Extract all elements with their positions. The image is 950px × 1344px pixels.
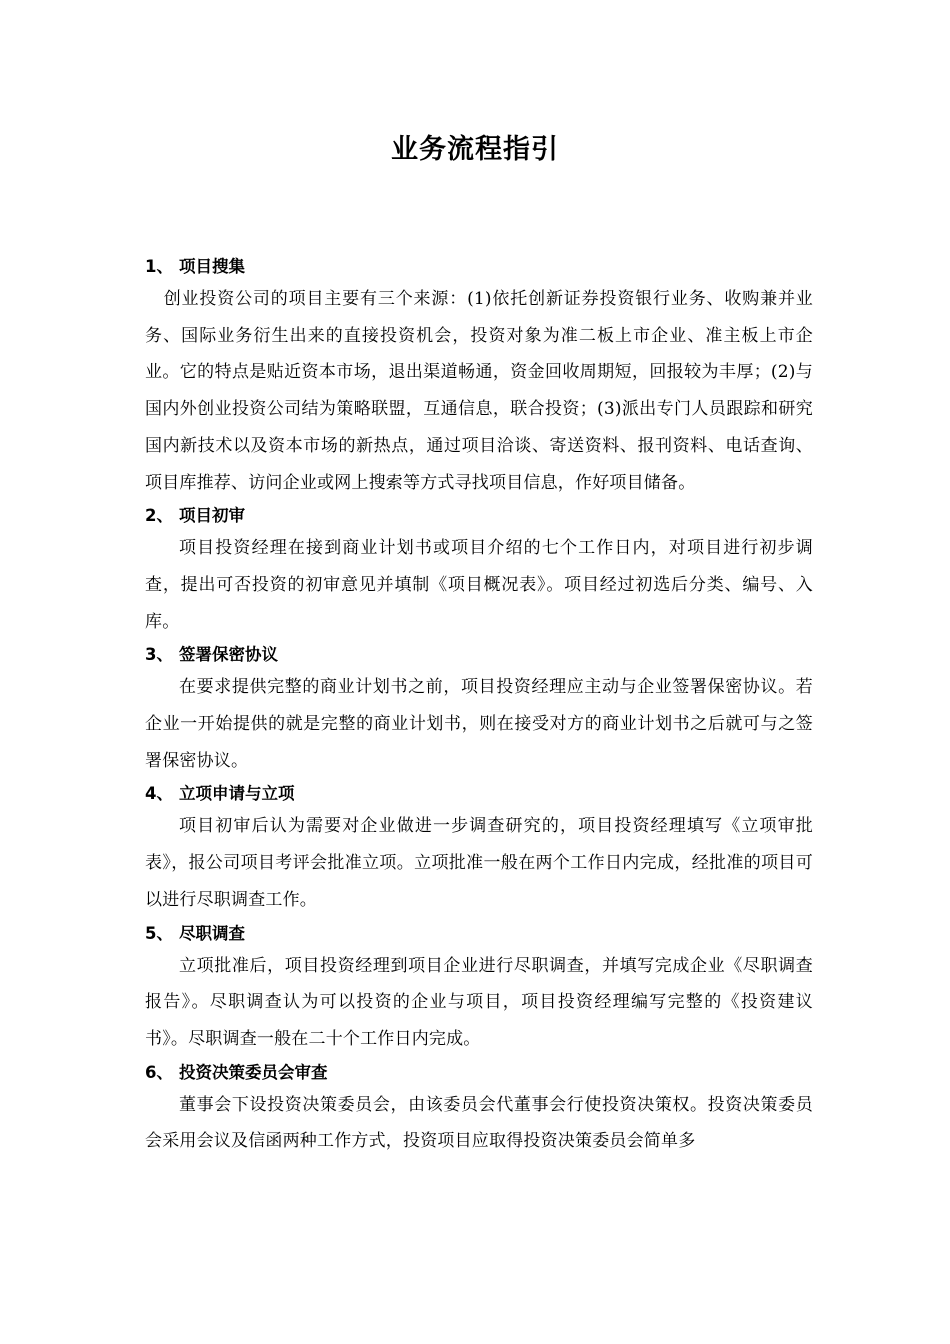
section-paragraph: 项目投资经理在接到商业计划书或项目介绍的七个工作日内，对项目进行初步调查，提出可否投资的初审意见并填制《项目概况表》。项目经过初选后分类、编号、入库。 xyxy=(145,538,813,632)
section-number: 6、 xyxy=(145,1062,173,1082)
section-confidentiality-agreement xyxy=(145,641,813,779)
section-number: 5、 xyxy=(145,923,173,943)
section-heading xyxy=(145,253,813,281)
section-number: 4、 xyxy=(145,784,173,804)
section-initial-review xyxy=(145,502,813,640)
section-paragraph: 创业投资公司的项目主要有三个来源：(1)依托创新证券投资银行业务、收购兼并业务、国际业务衍生出来的直接投资机会，投资对象为准二板上市企业、准主板上市企业。它的特点是贴近资本市场，退出渠道畅通，资金回收周期短，回报较为丰厚；(2)与国内外创业投资公司结为策略联盟，互通信息，联合投资；(3)派出专门人员跟踪和研究国内新技术以及资本市场的新热点，通过项目洽谈、寄送资料、报刊资料、电话查询、项目库推荐、访问企业或网上搜索等方式寻找项目信息，作好项目储备。 xyxy=(145,289,813,493)
section-title: 项目初审 xyxy=(179,506,245,526)
section-paragraph: 立项批准后，项目投资经理到项目企业进行尽职调查，并填写完成企业《尽职调查报告》。尽职调查认为可以投资的企业与项目，项目投资经理编写完整的《投资建议书》。尽职调查一般在二十个工作日内完成。 xyxy=(145,955,813,1049)
section-heading xyxy=(145,920,813,948)
section-title: 投资决策委员会审查 xyxy=(179,1062,328,1082)
section-number: 1、 xyxy=(145,257,173,276)
section-paragraph: 董事会下设投资决策委员会，由该委员会代董事会行使投资决策权。投资决策委员会采用会议及信函两种工作方式，投资项目应取得投资决策委员会简单多 xyxy=(145,1094,813,1152)
section-heading xyxy=(145,641,813,669)
section-project-collection xyxy=(145,253,813,501)
document-title: 业务流程指引 xyxy=(391,134,559,165)
section-title: 项目搜集 xyxy=(179,257,245,276)
section-heading xyxy=(145,780,813,808)
section-title: 立项申请与立项 xyxy=(179,784,295,804)
section-paragraph: 在要求提供完整的商业计划书之前，项目投资经理应主动与企业签署保密协议。若企业一开始提供的就是完整的商业计划书，则在接受对方的商业计划书之后就可与之签署保密协议。 xyxy=(145,677,813,771)
section-project-approval xyxy=(145,780,813,918)
section-number: 3、 xyxy=(145,645,173,665)
section-number: 2、 xyxy=(145,506,173,526)
document-body xyxy=(145,253,813,1161)
section-title: 签署保密协议 xyxy=(179,645,278,665)
section-paragraph: 项目初审后认为需要对企业做进一步调查研究的，项目投资经理填写《立项审批表》，报公司项目考评会批准立项。立项批准一般在两个工作日内完成，经批准的项目可以进行尽职调查工作。 xyxy=(145,816,813,910)
section-investment-committee-review xyxy=(145,1059,813,1160)
section-heading xyxy=(145,502,813,530)
section-due-diligence xyxy=(145,920,813,1058)
section-title: 尽职调查 xyxy=(179,923,245,943)
section-heading xyxy=(145,1059,813,1087)
